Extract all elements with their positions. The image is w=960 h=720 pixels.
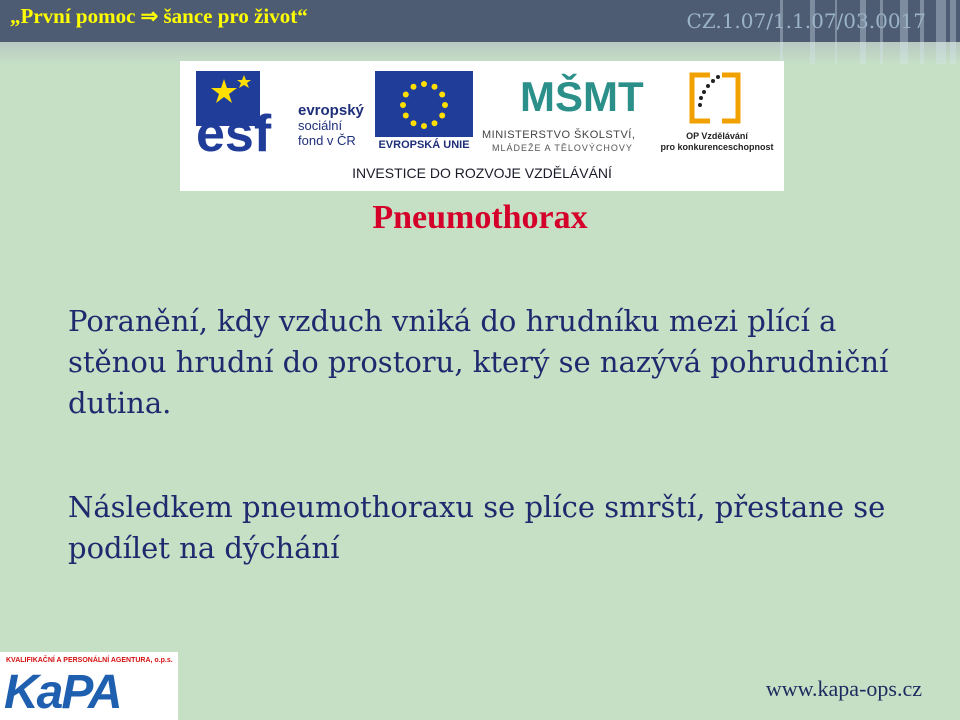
msmt-name-line1: MINISTERSTVO ŠKOLSTVÍ, [482, 129, 636, 141]
kapa-logo [0, 652, 178, 720]
eu-label: EVROPSKÁ UNIE [378, 139, 470, 151]
project-code: CZ.1.07/1.1.07/03.0017 [686, 9, 926, 33]
logo-banner [180, 61, 784, 191]
op-text: OP Vzdělávání pro konkurenceschopnost [660, 131, 774, 152]
msmt-name-line2: MLÁDEŽE A TĚLOVÝCHOVY [492, 143, 633, 153]
svg-text:esf: esf [196, 105, 272, 156]
kapa-agency-label: KVALIFIKAČNÍ A PERSONÁLNÍ AGENTURA, o.p.s. [6, 657, 173, 664]
svg-text:MŠMT: MŠMT [520, 73, 644, 120]
slide-title: Pneumothorax [372, 199, 588, 236]
esf-text: evropský sociální fond v ČR [298, 102, 364, 148]
paragraph-definition: Poranění, kdy vzduch vniká do hrudníku mezi plící a stěnou hrudní do prostoru, který se nazývá pohrudniční dutina. [68, 304, 889, 420]
logo-caption: INVESTICE DO ROZVOJE VZDĚLÁVÁNÍ [352, 165, 612, 181]
course-title: „První pomoc ⇒ šance pro život“ [10, 4, 308, 28]
kapa-brand: KaPA [4, 666, 121, 719]
footer-url[interactable]: www.kapa-ops.cz [765, 676, 922, 701]
op-logo-icon [680, 67, 750, 129]
paragraph-consequence: Následkem pneumothoraxu se plíce smrští, přestane se podílet na dýchání [68, 490, 886, 565]
